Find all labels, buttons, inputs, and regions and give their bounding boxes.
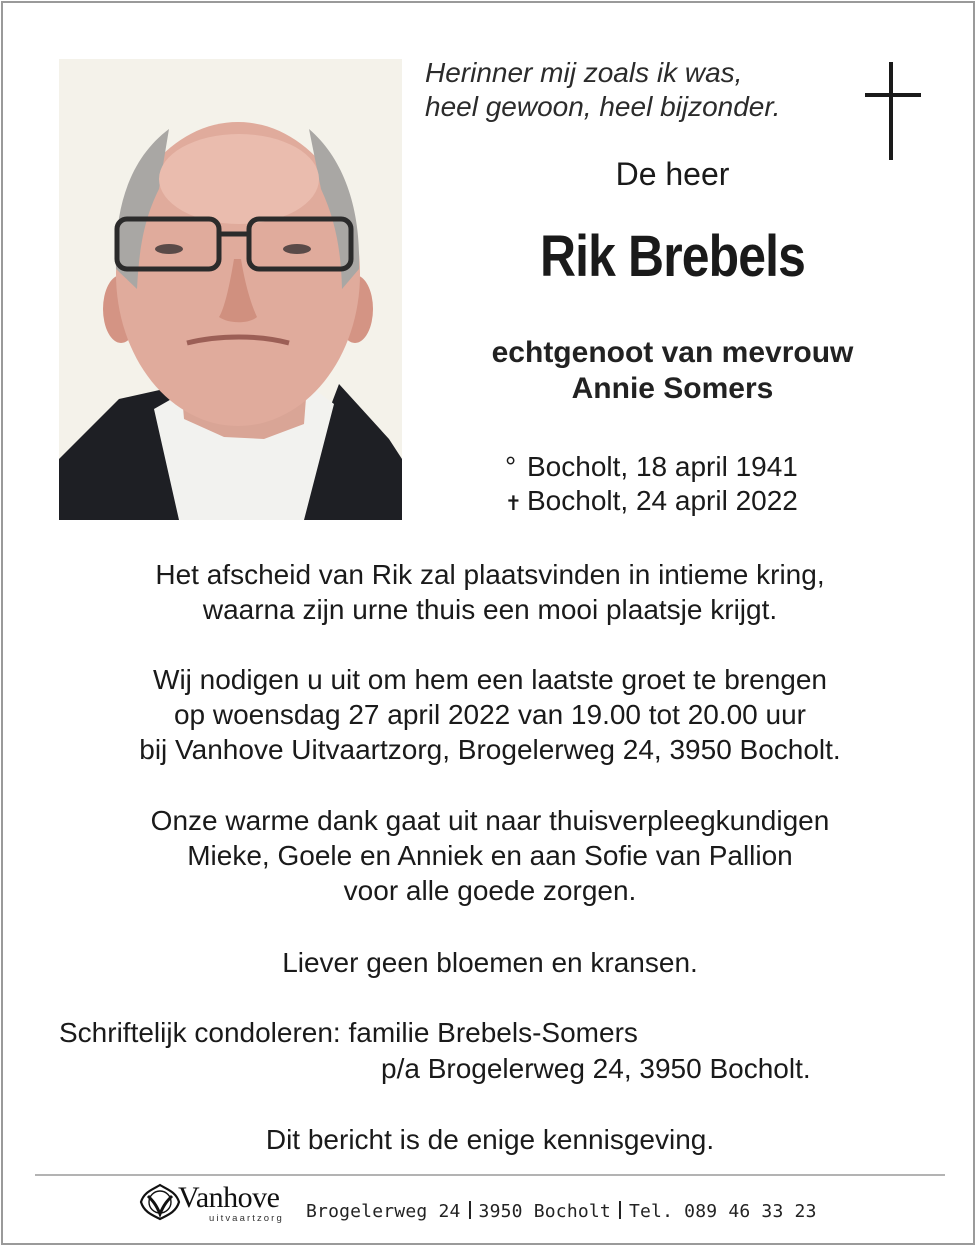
condolences-line-1: Schriftelijk condoleren: familie Brebels-Somers xyxy=(59,1017,638,1048)
birth-row xyxy=(505,450,798,484)
footer-street: Brogelerweg 24 xyxy=(306,1201,461,1222)
memorial-quote xyxy=(425,56,855,124)
thanks-line: Onze warme dank gaat uit naar thuisverpleegkundigen xyxy=(150,805,830,836)
footer xyxy=(138,1180,838,1226)
footer-city: 3950 Bocholt xyxy=(478,1201,611,1222)
death-date: Bocholt, 24 april 2022 xyxy=(527,485,798,516)
separator xyxy=(619,1201,621,1219)
vanhove-logo xyxy=(138,1180,293,1226)
farewell-line: waarna zijn urne thuis een mooi plaatsje krijgt. xyxy=(202,594,778,625)
quote-line-1: Herinner mij zoals ik was, xyxy=(425,57,743,88)
condolences-line-2: p/a Brogelerweg 24, 3950 Bocholt. xyxy=(381,1053,811,1084)
deceased-name: Rik Brebels xyxy=(539,224,806,289)
salutation: De heer xyxy=(615,156,730,192)
farewell-paragraph xyxy=(40,557,940,627)
footer-contact xyxy=(306,1200,817,1224)
thanks-line: voor alle goede zorgen. xyxy=(343,875,637,906)
quote-line-2: heel gewoon, heel bijzonder. xyxy=(425,91,781,122)
death-symbol: ✝ xyxy=(505,493,522,515)
footer-phone: Tel. 089 46 33 23 xyxy=(628,1201,817,1222)
farewell-line: Het afscheid van Rik zal plaatsvinden in intieme kring, xyxy=(155,559,825,590)
notice-text: Dit bericht is de enige kennisgeving. xyxy=(265,1124,715,1155)
thanks-paragraph xyxy=(40,803,940,908)
death-row xyxy=(505,484,798,521)
birth-symbol: ° xyxy=(505,451,517,482)
invitation-line: bij Vanhove Uitvaartzorg, Brogelerweg 24, 3950 Bocholt. xyxy=(139,734,841,765)
cross-icon xyxy=(862,62,924,160)
spouse-line-2: Annie Somers xyxy=(571,372,774,405)
separator xyxy=(469,1201,471,1219)
condolences-block xyxy=(59,1015,811,1087)
life-dates xyxy=(505,450,798,521)
invitation-line: Wij nodigen u uit om hem een laatste groet te brengen xyxy=(153,664,827,695)
portrait-photo xyxy=(59,59,402,520)
flowers-note: Liever geen bloemen en kransen. xyxy=(282,947,698,978)
thanks-line: Mieke, Goele en Anniek en aan Sofie van Pallion xyxy=(187,840,793,871)
birth-date: Bocholt, 18 april 1941 xyxy=(527,451,798,482)
logo-subtitle: uitvaartzorg xyxy=(209,1213,284,1224)
logo-name: Vanhove xyxy=(178,1181,280,1214)
spouse-line-1: echtgenoot van mevrouw xyxy=(491,336,854,369)
invitation-line: op woensdag 27 april 2022 van 19.00 tot 20.00 uur xyxy=(173,699,807,730)
invitation-paragraph xyxy=(40,662,940,767)
logo-mark-icon xyxy=(138,1182,182,1222)
spouse-block xyxy=(425,335,920,407)
footer-divider xyxy=(35,1174,945,1176)
